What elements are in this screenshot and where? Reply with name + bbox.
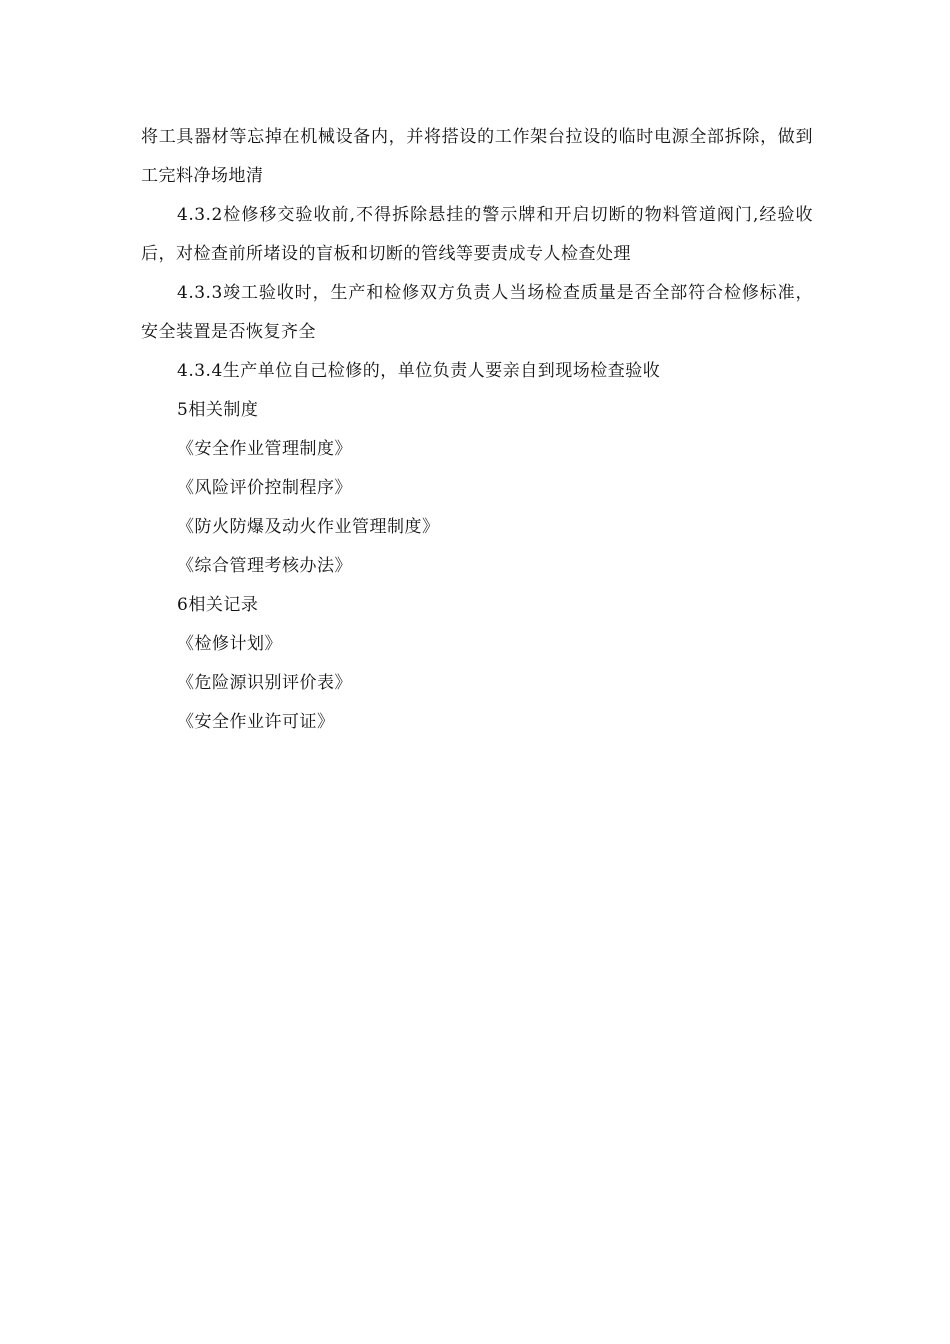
- paragraph-4-3-3: 4.3.3竣工验收时，生产和检修双方负责人当场检查质量是否全部符合检修标准，安全装置是否恢复齐全: [141, 283, 813, 342]
- paragraph-4-3-4: 4.3.4生产单位自己检修的，单位负责人要亲自到现场检查验收: [177, 361, 661, 381]
- section-5-item: 《综合管理考核办法》: [177, 556, 352, 576]
- paragraph-continuation: 将工具器材等忘掉在机械设备内，并将搭设的工作架台拉设的临时电源全部拆除，做到工完料净场地清: [141, 127, 813, 186]
- section-5-heading: 5相关制度: [177, 400, 259, 420]
- section-6-item: 《安全作业许可证》: [177, 712, 335, 732]
- paragraph-4-3-2: 4.3.2检修移交验收前,不得拆除悬挂的警示牌和开启切断的物料管道阀门,经验收后，对检查前所堵设的盲板和切断的管线等要责成专人检查处理: [141, 205, 813, 264]
- document-body: [141, 118, 813, 742]
- section-6-item: 《危险源识别评价表》: [177, 673, 352, 693]
- section-5-item: 《防火防爆及动火作业管理制度》: [177, 517, 440, 537]
- section-5-item: 《风险评价控制程序》: [177, 478, 352, 498]
- section-6-item: 《检修计划》: [177, 634, 282, 654]
- section-5-item: 《安全作业管理制度》: [177, 439, 352, 459]
- section-6-heading: 6相关记录: [177, 595, 259, 615]
